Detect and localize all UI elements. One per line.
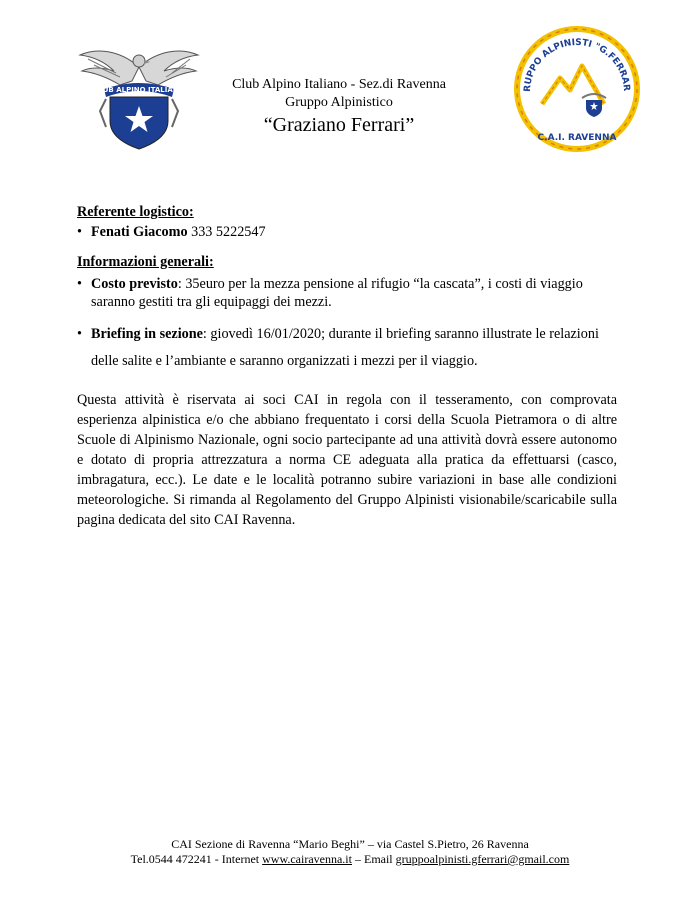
gruppo-alpinisti-logo	[512, 26, 642, 152]
logo-right-bottom-text: C.A.I. RAVENNA	[537, 133, 617, 143]
gruppo-alpinisti-rope-logo-icon	[512, 26, 642, 152]
info-item-text: : 35euro per la mezza pensione al rifugio “la cascata”, i costi di viaggio saranno gestiti tra gli equipaggi dei mezzi.	[91, 276, 583, 310]
footer-tel: Tel.0544 472241 - Internet	[130, 852, 263, 866]
email-link[interactable]: gruppoalpinisti.gferrari@gmail.com	[395, 852, 570, 866]
info-title: Informazioni generali:	[77, 254, 214, 270]
header-line-3: “Graziano Ferrari”	[263, 114, 415, 136]
header-line-2: Gruppo Alpinistico	[285, 95, 393, 110]
info-item-costo	[77, 275, 617, 311]
info-list	[77, 275, 617, 375]
footer	[90, 837, 610, 867]
header-line-1: Club Alpino Italiano - Sez.di Ravenna	[232, 77, 446, 92]
referente-item	[77, 223, 617, 241]
logo-right-top-text: RUPPO ALPINISTI "G.FERRAR	[522, 37, 632, 93]
footer-email-label: – Email	[351, 852, 396, 866]
website-link[interactable]: www.cairavenna.it	[262, 852, 352, 866]
bullet-icon: •	[77, 276, 82, 292]
letterhead	[206, 76, 472, 138]
cai-logo	[76, 37, 202, 153]
referente-title: Referente logistico:	[77, 204, 194, 220]
info-item-label: Briefing in sezione	[91, 326, 203, 342]
document-body	[77, 203, 617, 544]
bullet-icon: •	[77, 224, 82, 240]
info-item-text: : giovedì 16/01/2020; durante il briefing saranno illustrate le relazioni delle salite e l’ambiante e saranno organizzati i mezzi per il viaggio.	[91, 326, 599, 369]
info-item-briefing	[77, 321, 617, 375]
referente-name: Fenati Giacomo	[91, 224, 188, 240]
footer-contacts	[90, 852, 610, 867]
cai-eagle-star-logo-icon	[76, 37, 202, 153]
cai-logo-text: CLUB ALPINO ITALIANO	[93, 86, 185, 94]
footer-address: CAI Sezione di Ravenna “Mario Beghi” – via Castel S.Pietro, 26 Ravenna	[171, 837, 529, 851]
info-item-label: Costo previsto	[91, 276, 178, 292]
referente-list	[77, 223, 617, 241]
rules-paragraph: Questa attività è riservata ai soci CAI in regola con il tesseramento, con comprovata esperienza alpinistica e/o che abbiano frequentato i corsi della Scuola Pietramora o di altre Scuole di Alpinismo Nazionale, ogni socio partecipante ad una attività dovrà essere autonomo e dotato di propria attrezzatura a norma CE adeguata alla pratica da effettuarsi (casco, imbragatura, ecc.). Le date e le località potranno subire variazioni in base alle condizioni meteorologiche. Si rimanda al Regolamento del Gruppo Alpinisti visionabile/scaricabile sulla pagina dedicata del sito CAI Ravenna.	[77, 392, 617, 528]
referente-phone: 333 5222547	[187, 224, 266, 240]
bullet-icon: •	[77, 326, 82, 342]
